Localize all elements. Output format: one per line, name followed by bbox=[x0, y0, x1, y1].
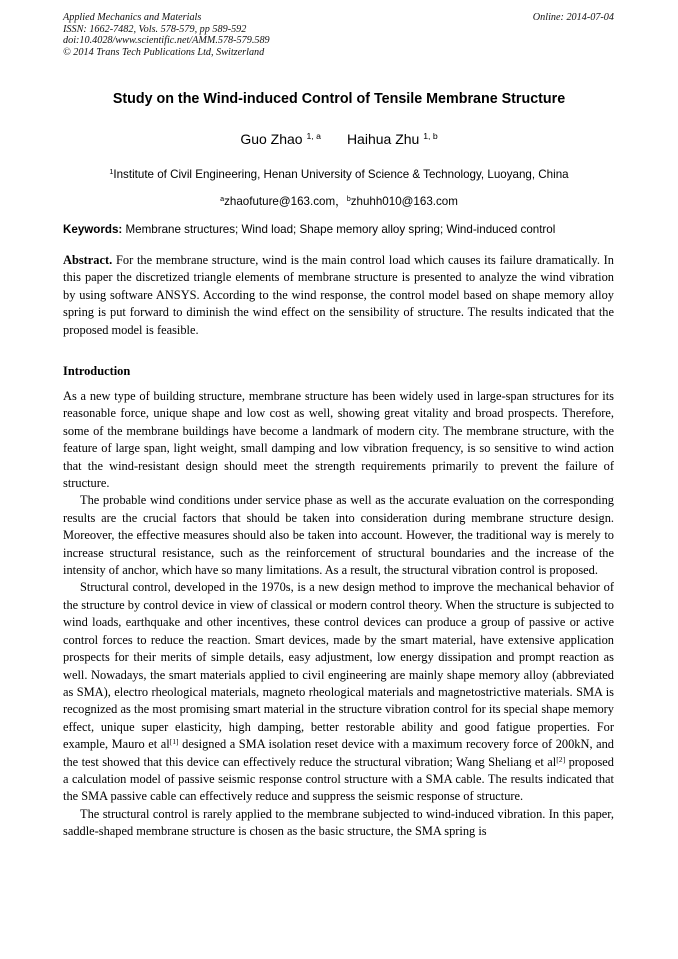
affiliation-text: Institute of Civil Engineering, Henan University of Science & Technology, Luoyang, China bbox=[113, 168, 569, 181]
paragraph-text: proposed a calculation model of passive seismic response control structure with a SMA cable. The results indicated that the SMA passive cable can effectively reduce and suppress the seismic response of structure. bbox=[63, 754, 614, 804]
author-affiliation-mark: 1, b bbox=[423, 131, 438, 142]
issn-line: ISSN: 1662-7482, Vols. 578-579, pp 589-592 bbox=[63, 23, 247, 35]
paragraph: As a new type of building structure, membrane structure has been widely used in large-span structures for its reasonable force, unique shape and low cost as well, showing great vitality and broad prospects. Therefore, some of the membrane buildings have become a landmark of modern city. The membrane structure, with the feature of large span, light weight, small damping and low vibration frequency, is so sensitive to wind action that the wind-resistant design should meet the strength requirements primarily to prevent the failure of structure. bbox=[63, 389, 614, 491]
paper-title: Study on the Wind-induced Control of Tensile Membrane Structure bbox=[112, 91, 566, 107]
journal-header bbox=[63, 12, 270, 58]
affiliation bbox=[0, 168, 678, 181]
paragraph: The probable wind conditions under service phase as well as the accurate evaluation on the corresponding results are the crucial factors that should be taken into consideration during membrane structure design. Moreover, the effective measures should also be taken into account. However, the traditional way is merely to increase structural resistance, such as the reinforcement of structural boundaries and the increase of the intensity of anchor, which have so many limitations. As a result, the structural vibration control is proposed. bbox=[63, 493, 614, 578]
citation: [2] bbox=[556, 754, 566, 764]
keywords bbox=[63, 223, 623, 236]
author-list bbox=[0, 131, 678, 147]
author-name: Haihua Zhu bbox=[346, 131, 420, 147]
affiliation-mark: 1 bbox=[109, 167, 114, 177]
abstract-text: For the membrane structure, wind is the main control load which causes its failure dramatically. In this paper the discretized triangle elements of membrane structure is presented to analyze the wind vibration by using software ANSYS. According to the wind response, the control model based on shape memory alloy spring is put forward to diminish the wind effect on the sensibility of structure. The results indicated that the proposed model is feasible. bbox=[63, 253, 614, 337]
author-name: Guo Zhao bbox=[240, 131, 303, 147]
email-mark: b bbox=[346, 194, 351, 204]
journal-name: Applied Mechanics and Materials bbox=[63, 12, 202, 23]
doi-line: doi:10.4028/www.scientific.net/AMM.578-579.589 bbox=[63, 35, 270, 47]
abstract-label: Abstract. bbox=[63, 253, 113, 267]
keywords-label: Keywords: bbox=[63, 223, 123, 236]
online-date: Online: 2014-07-04 bbox=[532, 12, 614, 23]
author-affiliation-mark: 1, a bbox=[306, 131, 321, 142]
copyright-line: © 2014 Trans Tech Publications Ltd, Switzerland bbox=[63, 46, 265, 58]
abstract bbox=[63, 252, 614, 339]
paragraph bbox=[63, 579, 614, 805]
author-email: zhaofuture@163.com， bbox=[224, 195, 347, 208]
paragraph-text: designed a SMA isolation reset device with a maximum recovery force of 200kN, and the test showed that this device can effectively reduce the structural vibration; Wang Sheliang et al bbox=[63, 737, 614, 769]
citation: [1] bbox=[169, 736, 179, 746]
section-heading: Introduction bbox=[63, 364, 131, 378]
email-mark: a bbox=[220, 194, 225, 204]
keywords-text: Membrane structures; Wind load; Shape memory alloy spring; Wind-induced control bbox=[125, 223, 556, 236]
paragraph-text: Structural control, developed in the 1970s, is a new design method to improve the mechanical behavior of the structure by control device in view of classical or modern control theory. When the structure is subjected to wind loads, earthquake and other incentives, these control devices can produce a group of passive or active control forces to reduce the reaction. Smart devices, made by the smart material, have extensive application prospects for their merits of simple details, easy adjustment, low energy dissipation and prompt reaction as well. Nowadays, the smart materials applied to civil engineering are mainly shape memory alloy (abbreviated as SMA), electro rheological materials, magneto rheological materials and magnetostrictive materials. SMA is recognized as the most promising smart material in the structure vibration control for its special shape memory effect, unique super elasticity, high damping, better restorable ability and good fatigue properties. For example, Mauro et al bbox=[63, 580, 614, 752]
author-email: zhuhh010@163.com bbox=[350, 195, 458, 208]
paragraph: The structural control is rarely applied to the membrane subjected to wind-induced vibration. In this paper, saddle-shaped membrane structure is chosen as the basic structure, the SMA spring is bbox=[63, 806, 614, 839]
introduction-body bbox=[63, 388, 614, 841]
email-line bbox=[0, 193, 678, 209]
